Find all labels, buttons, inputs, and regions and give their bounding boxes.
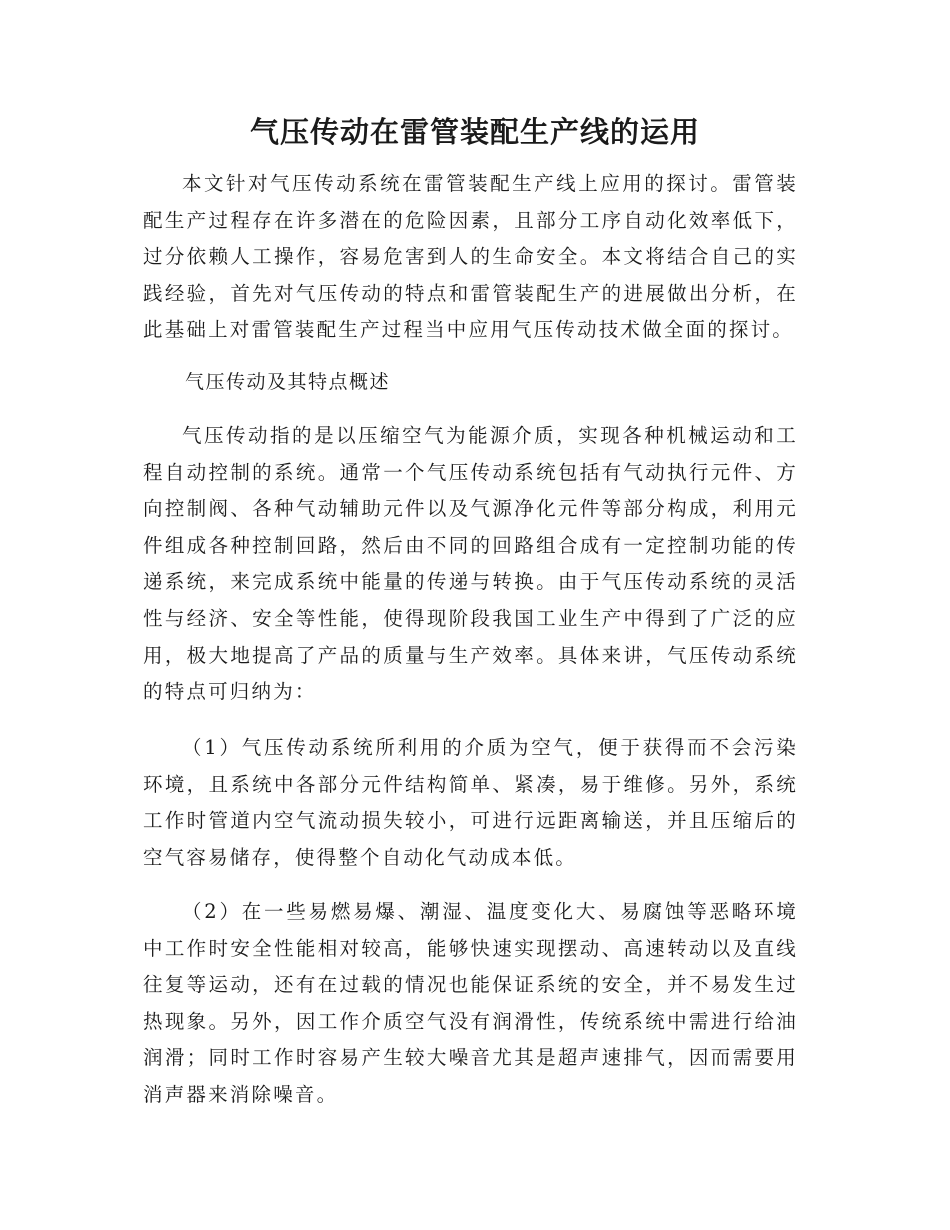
feature-point-2: （2）在一些易燃易爆、潮湿、温度变化大、易腐蚀等恶略环境中工作时安全性能相对较高，能够快速实现摆动、高速转动以及直线往复等运动，还有在过载的情况也能保证系统的安全，并不易发生过热现象。另外，因工作介质空气没有润滑性，传统系统中需进行给油润滑；同时工作时容易产生较大噪音尤其是超声速排气，因而需要用消声器来消除噪音。 [143, 900, 798, 1106]
body-paragraph: 气压传动指的是以压缩空气为能源介质，实现各种机械运动和工程自动控制的系统。通常一个气压传动系统包括有气动执行元件、方向控制阀、各种气动辅助元件以及气源净化元件等部分构成，利用元件组成各种控制回路，然后由不同的回路组合成有一定控制功能的传递系统，来完成系统中能量的传递与转换。由于气压传动系统的灵活性与经济、安全等性能，使得现阶段我国工业生产中得到了广泛的应用，极大地提高了产品的质量与生产效率。具体来讲，气压传动系统的特点可归纳为： [143, 424, 798, 704]
section-heading: 气压传动及其特点概述 [185, 371, 391, 393]
document-title: 气压传动在雷管装配生产线的运用 [249, 115, 700, 149]
feature-point-1: （1）气压传动系统所利用的介质为空气，便于获得而不会污染环境，且系统中各部分元件结构简单、紧凑，易于维修。另外，系统工作时管道内空气流动损失较小，可进行远距离输送，并且压缩后的空气容易储存，使得整个自动化气动成本低。 [143, 736, 798, 869]
abstract-paragraph: 本文针对气压传动系统在雷管装配生产线上应用的探讨。雷管装配生产过程存在许多潜在的危险因素，且部分工序自动化效率低下，过分依赖人工操作，容易危害到人的生命安全。本文将结合自己的实践经验，首先对气压传动的特点和雷管装配生产的进展做出分析，在此基础上对雷管装配生产过程当中应用气压传动技术做全面的探讨。 [143, 172, 798, 342]
